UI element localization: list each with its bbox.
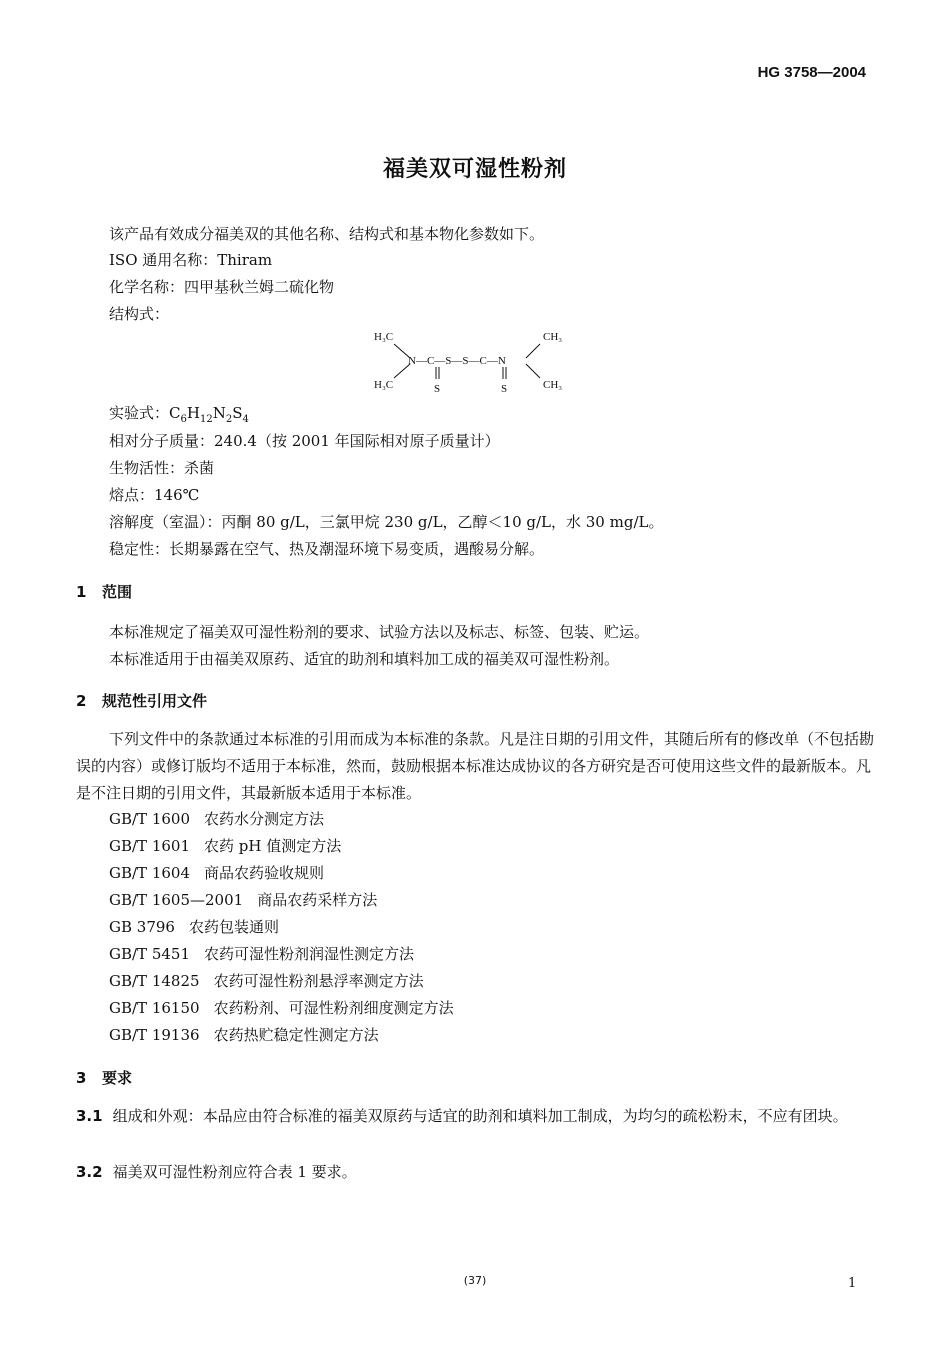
ch3-top: CH₃ bbox=[543, 331, 563, 343]
main-chain: N—C—S—S—C—N bbox=[408, 355, 506, 367]
reference-item: GB/T 1601 农药 pH 值测定方法 bbox=[109, 837, 342, 855]
section-1-heading: 1 范围 bbox=[76, 583, 133, 601]
stability: 稳定性：长期暴露在空气、热及潮湿环境下易变质，遇酸易分解。 bbox=[109, 540, 545, 558]
chemical-name: 化学名称：四甲基秋兰姆二硫化物 bbox=[109, 278, 335, 296]
reference-item: GB/T 19136 农药热贮稳定性测定方法 bbox=[109, 1026, 379, 1044]
melting-point: 熔点：146℃ bbox=[109, 486, 200, 504]
section-3-item-2: 3.2 福美双可湿性粉剂应符合表 1 要求。 bbox=[76, 1163, 357, 1181]
reference-item: GB/T 1605—2001 商品农药采样方法 bbox=[109, 891, 378, 909]
sulfur-right: S bbox=[501, 383, 508, 395]
section-2-para: 下列文件中的条款通过本标准的引用而成为本标准的条款。凡是注日期的引用文件，其随后所有的修改单（不包括勘误的内容）或修订版均不适用于本标准，然而，鼓励根据本标准达成协议的各方研究是否可使用这些文件的最新版本。凡是不注日期的引用文件，其最新版本适用于本标准。 bbox=[76, 730, 875, 802]
section-1-para-2: 本标准适用于由福美双原药、适宜的助剂和填料加工成的福美双可湿性粉剂。 bbox=[109, 650, 620, 668]
section-3-heading: 3 要求 bbox=[76, 1069, 133, 1087]
reference-item: GB/T 14825 农药可湿性粉剂悬浮率测定方法 bbox=[109, 972, 424, 990]
structural-formula bbox=[368, 324, 588, 400]
ch3-bottom: CH₃ bbox=[543, 379, 563, 391]
sheet-number: 1 bbox=[848, 1276, 857, 1291]
reference-item: GB/T 1600 农药水分测定方法 bbox=[109, 810, 325, 828]
standard-number: HG 3758—2004 bbox=[757, 64, 866, 81]
section-2-heading: 2 规范性引用文件 bbox=[76, 692, 208, 710]
bond-top-right bbox=[526, 344, 540, 358]
iso-name: ISO 通用名称：Thiram bbox=[109, 251, 273, 269]
reference-item: GB/T 5451 农药可湿性粉剂润湿性测定方法 bbox=[109, 945, 415, 963]
empirical-formula: 实验式：$C_6H_{12}N_2S_4$ bbox=[109, 404, 249, 425]
reference-item: GB/T 1604 商品农药验收规则 bbox=[109, 864, 325, 882]
intro-lead: 该产品有效成分福美双的其他名称、结构式和基本物化参数如下。 bbox=[109, 225, 545, 243]
page-number: (37) bbox=[463, 1274, 487, 1287]
reference-item: GB/T 16150 农药粉剂、可湿性粉剂细度测定方法 bbox=[109, 999, 454, 1017]
sulfur-left: S bbox=[434, 383, 441, 395]
document-title: 福美双可湿性粉剂 bbox=[382, 157, 567, 182]
section-3-item-1: 3.1 组成和外观：本品应由符合标准的福美双原药与适宜的助剂和填料加工制成，为均匀的疏松粉末，不应有团块。 bbox=[76, 1107, 848, 1125]
h3c-top: H₃C bbox=[374, 331, 394, 343]
reference-item: GB 3796 农药包装通则 bbox=[109, 918, 279, 936]
structure-label: 结构式： bbox=[109, 305, 170, 323]
solubility: 溶解度（室温）：丙酮 80 g/L，三氯甲烷 230 g/L，乙醇＜10 g/L，水 30 mg/L。 bbox=[109, 513, 664, 531]
molecular-mass: 相对分子质量：240.4（按 2001 年国际相对原子质量计） bbox=[109, 432, 500, 450]
section-1-para-1: 本标准规定了福美双可湿性粉剂的要求、试验方法以及标志、标签、包装、贮运。 bbox=[109, 623, 650, 641]
bioactivity: 生物活性：杀菌 bbox=[109, 459, 215, 477]
bond-bottom-right bbox=[526, 364, 540, 378]
h3c-bottom: H₃C bbox=[374, 379, 394, 391]
